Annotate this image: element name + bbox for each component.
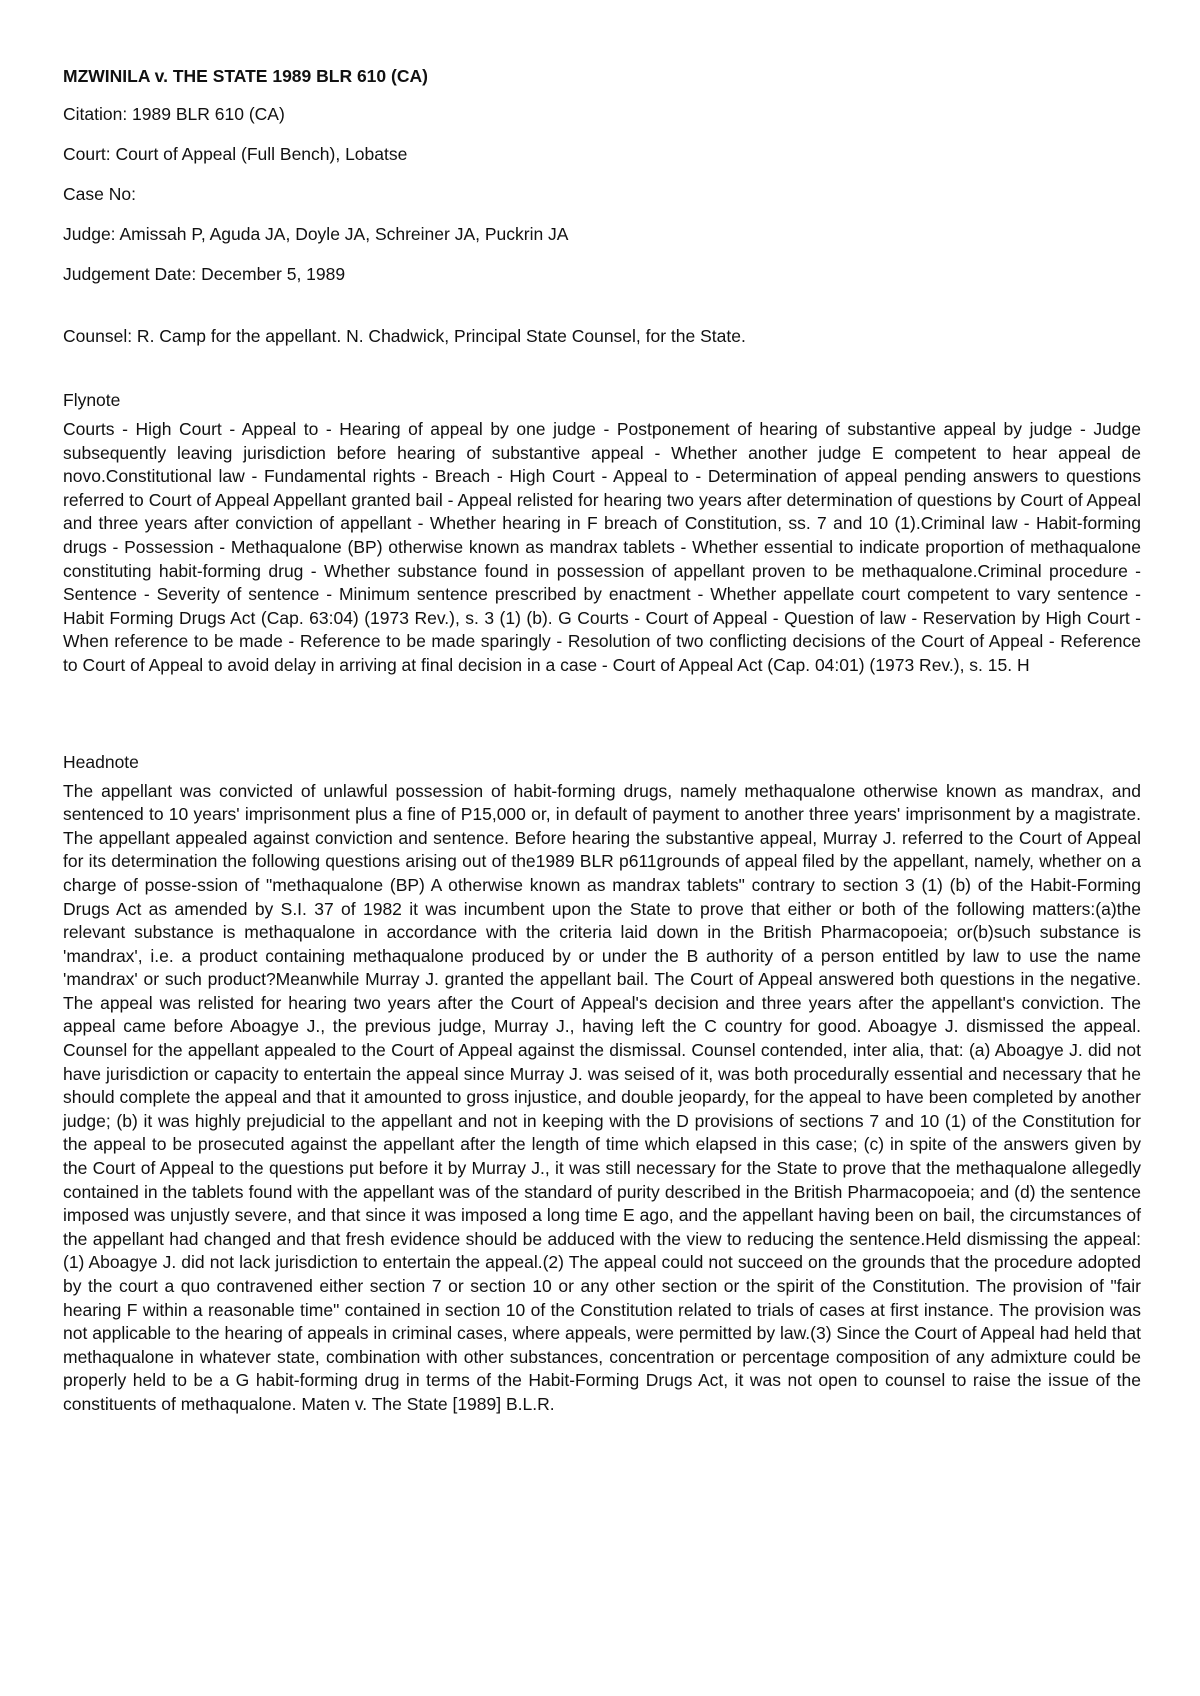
judge-line: Judge: Amissah P, Aguda JA, Doyle JA, Schreiner JA, Puckrin JA [63, 224, 569, 244]
document-page [63, 64, 1141, 1417]
case-number-line: Case No: [63, 184, 136, 204]
headnote-heading: Headnote [63, 751, 139, 772]
court-line: Court: Court of Appeal (Full Bench), Lobatse [63, 144, 408, 164]
flynote-text: Courts - High Court - Appeal to - Hearing of appeal by one judge - Postponement of hearing of substantive appeal by judge - Judge subsequently leaving jurisdiction before hearing of substantive appeal - Whether another judge E competent to hear appeal de novo.Constitutional law - Fundamental rights - Breach - High Court - Appeal to - Determination of appeal pending answers to questions referred to Court of Appeal Appellant granted bail - Appeal relisted for hearing two years after determination of questions by Court of Appeal and three years after conviction of appellant - Whether hearing in F breach of Constitution, ss. 7 and 10 (1).Criminal law - Habit-forming drugs - Possession - Methaqualone (BP) otherwise known as mandrax tablets - Whether essential to indicate proportion of methaqualone constituting habit-forming drug - Whether substance found in possession of appellant proven to be methaqualone.Criminal procedure - Sentence - Severity of sentence - Minimum sentence prescribed by enactment - Whether appellate court competent to vary sentence - Habit Forming Drugs Act (Cap. 63:04) (1973 Rev.), s. 3 (1) (b). G Courts - Court of Appeal - Question of law - Reservation by High Court - When reference to be made - Reference to be made sparingly - Resolution of two conflicting decisions of the Court of Appeal - Reference to Court of Appeal to avoid delay in arriving at final decision in a case - Court of Appeal Act (Cap. 04:01) (1973 Rev.), s. 15. H [63, 419, 1141, 675]
judgement-date-line: Judgement Date: December 5, 1989 [63, 264, 346, 284]
flynote-heading: Flynote [63, 390, 121, 410]
headnote-text: The appellant was convicted of unlawful possession of habit-forming drugs, namely methaqualone otherwise known as mandrax, and sentenced to 10 years' imprisonment plus a fine of P15,000 or, in default of payment to another three years' imprisonment by a magistrate. The appellant appealed against conviction and sentence. Before hearing the substantive appeal, Murray J. referred to the Court of Appeal for its determination the following questions arising out of the1989 BLR p611grounds of appeal filed by the appellant, namely, whether on a charge of posse-ssion of "methaqualone (BP) A otherwise known as mandrax tablets" contrary to section 3 (1) (b) of the Habit-Forming Drugs Act as amended by S.I. 37 of 1982 it was incumbent upon the State to prove that either or both of the following matters:(a)the relevant substance is methaqualone in accordance with the criteria laid down in the British Pharmacopoeia; or(b)such substance is 'mandrax', i.e. a product containing methaqualone produced by or under the B authority of a person entitled by law to use the name 'mandrax' or such product?Meanwhile Murray J. granted the appellant bail. The Court of Appeal answered both questions in the negative. The appeal was relisted for hearing two years after the Court of Appeal's decision and three years after the appellant's conviction. The appeal came before Aboagye J., the previous judge, Murray J., having left the C country for good. Aboagye J. dismissed the appeal. Counsel for the appellant appealed to the Court of Appeal against the dismissal. Counsel contended, inter alia, that: (a) Aboagye J. did not have jurisdiction or capacity to entertain the appeal since Murray J. was seised of it, was both procedurally essential and necessary that he should complete the appeal and that it amounted to gross injustice, and double jeopardy, for the appeal to have been completed by another judge; (b) it was highly prejudicial to the appellant and not in keeping with the D provisions of sections 7 and 10 (1) of the Constitution for the appeal to be prosecuted against the appellant after the length of time which elapsed in this case; (c) in spite of the answers given by the Court of Appeal to the questions put before it by Murray J., it was still necessary for the State to prove that the methaqualone allegedly contained in the tablets found with the appellant was of the standard of purity described in the British Pharmacopoeia; and (d) the sentence imposed was unjustly severe, and that since it was imposed a long time E ago, and the appellant having been on bail, the circumstances of the appellant had changed and that fresh evidence should be adduced with the view to reducing the sentence.Held dismissing the appeal: (1) Aboagye J. did not lack jurisdiction to entertain the appeal.(2) The appeal could not succeed on the grounds that the procedure adopted by the court a quo contravened either section 7 or section 10 or any other section or the spirit of the Constitution. The provision of "fair hearing F within a reasonable time" contained in section 10 of the Constitution related to trials of cases at first instance. The provision was not applicable to the hearing of appeals in criminal cases, where appeals, were permitted by law.(3) Since the Court of Appeal had held that methaqualone in whatever state, combination with other substances, concentration or percentage composition of any admixture could be properly held to be a G habit-forming drug in terms of the Habit-Forming Drugs Act, it was not open to counsel to raise the issue of the constituents of methaqualone. Maten v. The State [1989] B.L.R. [63, 780, 1141, 1414]
citation-line: Citation: 1989 BLR 610 (CA) [63, 104, 285, 124]
case-title: MZWINILA v. THE STATE 1989 BLR 610 (CA) [63, 66, 428, 86]
counsel-line: Counsel: R. Camp for the appellant. N. Chadwick, Principal State Counsel, for the State. [63, 326, 746, 346]
